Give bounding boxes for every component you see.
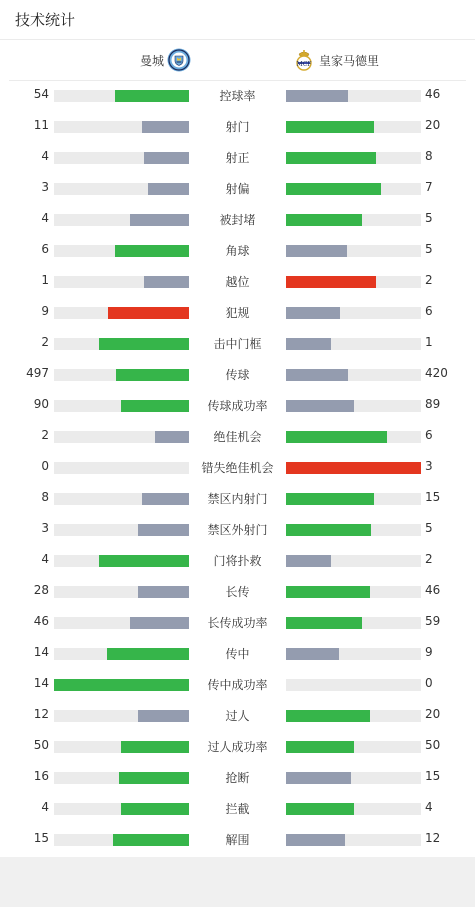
stat-label: 错失绝佳机会	[201, 461, 274, 475]
away-bar-track	[286, 369, 421, 381]
stat-row	[0, 701, 475, 732]
home-bar-track	[54, 586, 189, 598]
home-bar-fill	[144, 152, 189, 164]
home-bar-fill	[142, 493, 189, 505]
stat-label: 犯规	[225, 306, 250, 320]
home-bar-track	[54, 245, 189, 257]
away-team[interactable]	[292, 48, 379, 72]
away-bar-track	[286, 338, 421, 350]
away-bar-fill	[286, 617, 362, 629]
home-bar-fill	[54, 679, 189, 691]
stat-label: 被封堵	[219, 213, 256, 227]
away-bar-fill	[286, 586, 370, 598]
home-stat-value: 1	[41, 273, 49, 287]
home-bar-track	[54, 276, 189, 288]
home-bar-track	[54, 152, 189, 164]
away-bar-fill	[286, 152, 376, 164]
away-stat-value: 420	[425, 366, 448, 380]
stat-row	[0, 670, 475, 701]
home-bar-track	[54, 431, 189, 443]
away-bar-fill	[286, 834, 345, 846]
stat-row	[0, 267, 475, 298]
home-bar-track	[54, 400, 189, 412]
stat-row	[0, 81, 475, 112]
home-bar-track	[54, 772, 189, 784]
home-stat-value: 6	[41, 242, 49, 256]
away-bar-track	[286, 679, 421, 691]
away-bar-track	[286, 555, 421, 567]
away-bar-track	[286, 431, 421, 443]
stat-label: 射门	[225, 120, 250, 134]
stat-row	[0, 732, 475, 763]
stat-row	[0, 608, 475, 639]
home-stat-value: 54	[33, 87, 49, 101]
away-bar-track	[286, 400, 421, 412]
home-stat-value: 2	[41, 428, 49, 442]
home-stat-value: 3	[41, 180, 49, 194]
stat-row	[0, 484, 475, 515]
stat-label: 拦截	[225, 802, 250, 816]
stat-label: 越位	[225, 275, 250, 289]
away-bar-track	[286, 741, 421, 753]
stat-row	[0, 205, 475, 236]
home-stat-value: 0	[41, 459, 49, 473]
home-stat-value: 4	[41, 211, 49, 225]
home-bar-track	[54, 834, 189, 846]
home-stat-value: 46	[33, 614, 49, 628]
home-team-name: 曼城	[139, 53, 164, 68]
away-bar-track	[286, 276, 421, 288]
home-stat-value: 2	[41, 335, 49, 349]
away-stat-value: 50	[425, 738, 441, 752]
stat-row	[0, 825, 475, 856]
away-bar-track	[286, 307, 421, 319]
away-stat-value: 5	[425, 242, 433, 256]
away-stat-value: 9	[425, 645, 433, 659]
home-stat-value: 14	[33, 676, 49, 690]
stat-label: 控球率	[219, 89, 256, 103]
away-bar-track	[286, 462, 421, 474]
home-stat-value: 50	[33, 738, 49, 752]
stat-row	[0, 174, 475, 205]
away-bar-track	[286, 803, 421, 815]
home-bar-track	[54, 121, 189, 133]
home-stat-value: 15	[33, 831, 49, 845]
home-bar-fill	[99, 555, 189, 567]
away-bar-fill	[286, 803, 354, 815]
away-stat-value: 20	[425, 118, 441, 132]
away-bar-track	[286, 245, 421, 257]
stat-label: 过人	[225, 709, 250, 723]
home-bar-fill	[121, 400, 189, 412]
stat-row	[0, 391, 475, 422]
home-bar-fill	[138, 524, 189, 536]
stat-row	[0, 329, 475, 360]
away-bar-fill	[286, 245, 347, 257]
away-bar-fill	[286, 462, 421, 474]
home-bar-fill	[116, 369, 189, 381]
home-stat-value: 497	[26, 366, 49, 380]
away-stat-value: 12	[425, 831, 441, 845]
away-bar-track	[286, 586, 421, 598]
home-stat-value: 28	[33, 583, 49, 597]
stat-row	[0, 422, 475, 453]
home-bar-fill	[108, 307, 189, 319]
stat-label: 射偏	[225, 182, 250, 196]
home-bar-track	[54, 803, 189, 815]
stat-row	[0, 763, 475, 794]
svg-text:MCF: MCF	[296, 61, 312, 68]
away-bar-track	[286, 121, 421, 133]
home-bar-fill	[99, 338, 189, 350]
home-stat-value: 90	[33, 397, 49, 411]
away-bar-fill	[286, 369, 348, 381]
home-stat-value: 4	[41, 552, 49, 566]
away-stat-value: 1	[425, 335, 433, 349]
home-stat-value: 4	[41, 149, 49, 163]
away-bar-fill	[286, 276, 376, 288]
away-bar-fill	[286, 741, 354, 753]
away-bar-fill	[286, 400, 354, 412]
man-city-crest-icon	[167, 48, 191, 72]
home-bar-fill	[155, 431, 189, 443]
stat-label: 射正	[225, 151, 250, 165]
home-bar-fill	[138, 586, 189, 598]
away-bar-fill	[286, 772, 351, 784]
home-bar-track	[54, 679, 189, 691]
home-bar-fill	[119, 772, 189, 784]
stat-row	[0, 577, 475, 608]
home-bar-track	[54, 648, 189, 660]
home-bar-track	[54, 462, 189, 474]
away-stat-value: 46	[425, 583, 441, 597]
home-bar-track	[54, 555, 189, 567]
stat-row	[0, 112, 475, 143]
away-stat-value: 6	[425, 428, 433, 442]
home-bar-fill	[130, 617, 189, 629]
home-bar-fill	[113, 834, 189, 846]
away-stat-value: 46	[425, 87, 441, 101]
stat-label: 抢断	[225, 771, 250, 785]
home-bar-fill	[148, 183, 189, 195]
stat-row	[0, 639, 475, 670]
home-bar-fill	[115, 245, 189, 257]
stat-label: 解围	[225, 833, 250, 847]
real-madrid-crest-icon	[292, 48, 316, 72]
stat-label: 绝佳机会	[213, 430, 262, 444]
away-stat-value: 15	[425, 490, 441, 504]
away-bar-track	[286, 648, 421, 660]
home-bar-track	[54, 493, 189, 505]
home-stat-value: 11	[33, 118, 49, 132]
home-bar-fill	[138, 710, 189, 722]
away-bar-track	[286, 493, 421, 505]
home-bar-fill	[115, 90, 189, 102]
away-bar-track	[286, 772, 421, 784]
stat-row	[0, 794, 475, 825]
stat-row	[0, 298, 475, 329]
away-stat-value: 2	[425, 552, 433, 566]
away-bar-track	[286, 152, 421, 164]
away-stat-value: 2	[425, 273, 433, 287]
away-bar-fill	[286, 648, 339, 660]
away-bar-fill	[286, 431, 387, 443]
stat-label: 传球成功率	[207, 399, 268, 413]
away-bar-fill	[286, 90, 348, 102]
away-stat-value: 4	[425, 800, 433, 814]
away-bar-track	[286, 834, 421, 846]
home-bar-track	[54, 183, 189, 195]
away-bar-track	[286, 617, 421, 629]
away-bar-fill	[286, 524, 371, 536]
away-stat-value: 89	[425, 397, 441, 411]
away-stat-value: 5	[425, 521, 433, 535]
stat-label: 角球	[225, 244, 250, 258]
stats-list	[0, 81, 475, 856]
away-bar-fill	[286, 121, 374, 133]
away-bar-fill	[286, 338, 331, 350]
away-bar-track	[286, 524, 421, 536]
away-team-name: 皇家马德里	[319, 53, 380, 68]
home-bar-track	[54, 524, 189, 536]
away-bar-track	[286, 710, 421, 722]
away-stat-value: 3	[425, 459, 433, 473]
home-stat-value: 4	[41, 800, 49, 814]
away-bar-fill	[286, 555, 331, 567]
away-bar-fill	[286, 183, 381, 195]
home-bar-fill	[107, 648, 189, 660]
away-bar-fill	[286, 307, 340, 319]
stat-label: 传中成功率	[207, 678, 268, 692]
home-team[interactable]	[140, 48, 191, 72]
team-header	[9, 40, 466, 81]
stat-label: 击中门框	[213, 337, 262, 351]
stat-row	[0, 515, 475, 546]
home-bar-fill	[142, 121, 189, 133]
home-bar-fill	[121, 803, 189, 815]
away-bar-fill	[286, 493, 374, 505]
stat-row	[0, 143, 475, 174]
home-bar-track	[54, 307, 189, 319]
home-bar-fill	[144, 276, 189, 288]
stat-label: 长传	[225, 585, 250, 599]
home-bar-track	[54, 710, 189, 722]
home-bar-track	[54, 338, 189, 350]
stat-label: 门将扑救	[213, 554, 262, 568]
stat-label: 传中	[225, 647, 250, 661]
home-stat-value: 14	[33, 645, 49, 659]
stat-label: 长传成功率	[207, 616, 268, 630]
stat-label: 禁区外射门	[207, 523, 268, 537]
away-stat-value: 59	[425, 614, 441, 628]
away-stat-value: 7	[425, 180, 433, 194]
stat-row	[0, 453, 475, 484]
away-stat-value: 15	[425, 769, 441, 783]
stat-label: 过人成功率	[207, 740, 268, 754]
header-bar	[0, 0, 475, 40]
home-bar-track	[54, 369, 189, 381]
away-stat-value: 0	[425, 676, 433, 690]
home-bar-track	[54, 90, 189, 102]
away-bar-fill	[286, 710, 370, 722]
home-bar-fill	[121, 741, 189, 753]
stat-row	[0, 360, 475, 391]
home-stat-value: 16	[33, 769, 49, 783]
away-stat-value: 20	[425, 707, 441, 721]
home-bar-track	[54, 741, 189, 753]
home-bar-track	[54, 617, 189, 629]
away-stat-value: 8	[425, 149, 433, 163]
stat-row	[0, 236, 475, 267]
stat-label: 禁区内射门	[207, 492, 268, 506]
away-bar-fill	[286, 214, 362, 226]
away-stat-value: 6	[425, 304, 433, 318]
away-bar-track	[286, 214, 421, 226]
home-stat-value: 12	[33, 707, 49, 721]
home-stat-value: 8	[41, 490, 49, 504]
page-title: 技术统计	[15, 11, 76, 29]
home-stat-value: 9	[41, 304, 49, 318]
away-bar-track	[286, 183, 421, 195]
home-bar-fill	[130, 214, 189, 226]
stat-row	[0, 546, 475, 577]
home-bar-track	[54, 214, 189, 226]
away-bar-track	[286, 90, 421, 102]
stat-label: 传球	[225, 368, 250, 382]
away-stat-value: 5	[425, 211, 433, 225]
home-stat-value: 3	[41, 521, 49, 535]
